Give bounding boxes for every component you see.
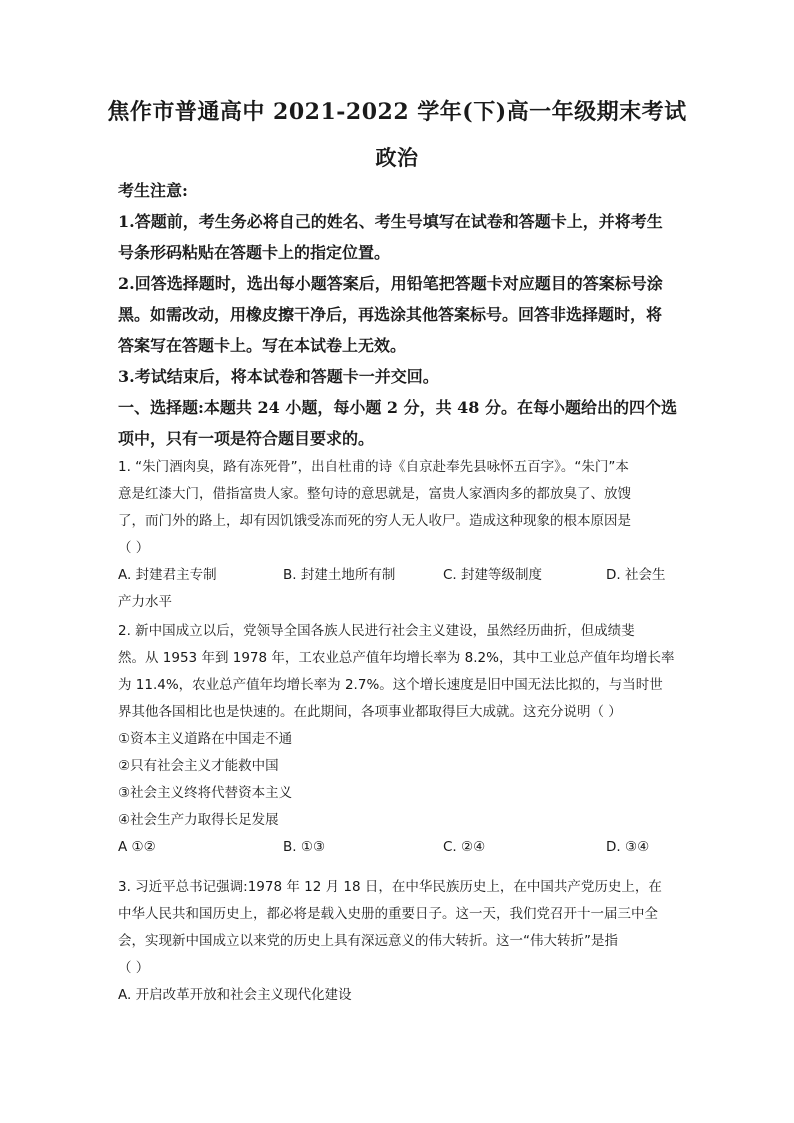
question-1 xyxy=(118,454,678,616)
section-heading-line: 项中，只有一项是符合题目要求的。 xyxy=(118,429,375,448)
question-text-line: 界其他各国相比也是快速的。在此期间，各项事业都取得巨大成就。这充分说明（ ） xyxy=(118,704,622,720)
option-d: D. 社会生 xyxy=(606,567,666,583)
answer-blank: （ ） xyxy=(118,960,150,976)
question-text-line: 然。从 1953 年到 1978 年，工农业总产值年均增长率为 8.2%，其中工业总产值年均增长率 xyxy=(118,650,675,666)
question-text-line: 为 11.4%，农业总产值年均增长率为 2.7%。这个增长速度是旧中国无法比拟的，与当时世 xyxy=(118,677,663,693)
option-b: B. ①③ xyxy=(283,839,326,855)
statement-item: ①资本主义道路在中国走不通 xyxy=(118,731,293,747)
statement-item: ④社会生产力取得长足发展 xyxy=(118,812,279,828)
option-a: A ①② xyxy=(118,839,156,855)
option-a: A. 开启改革开放和社会主义现代化建设 xyxy=(118,987,352,1003)
notice-heading: 考生注意: xyxy=(118,181,188,200)
question-2 xyxy=(118,618,678,861)
option-b: B. 封建土地所有制 xyxy=(283,567,396,583)
notice-line: 黑。如需改动，用橡皮擦干净后，再选涂其他答案标号。回答非选择题时，将 xyxy=(118,305,663,324)
statement-item: ②只有社会主义才能救中国 xyxy=(118,758,279,774)
question-text-line: 了，而门外的路上，却有因饥饿受冻而死的穷人无人收尸。造成这种现象的根本原因是 xyxy=(118,513,631,529)
option-c: C. ②④ xyxy=(443,839,486,855)
question-text-line: 2. 新中国成立以后，党领导全国各族人民进行社会主义建设，虽然经历曲折，但成绩斐 xyxy=(118,623,635,639)
question-text-line: 意是红漆大门，借指富贵人家。整句诗的意思就是，富贵人家酒肉多的都放臭了、放馊 xyxy=(118,486,631,502)
question-3 xyxy=(118,874,678,1009)
question-text-line: 中华人民共和国历史上，都必将是载入史册的重要日子。这一天，我们党召开十一届三中全 xyxy=(118,906,658,922)
option-d-wrap: 产力水平 xyxy=(118,594,172,610)
question-text-line: 1. “朱门酒肉臭，路有冻死骨”，出自杜甫的诗《自京赴奉先县咏怀五百字》。“朱门”本 xyxy=(118,459,629,475)
question-options xyxy=(118,562,678,589)
question-options xyxy=(118,834,678,861)
option-c: C. 封建等级制度 xyxy=(443,567,543,583)
notice-line: 号条形码粘贴在答题卡上的指定位置。 xyxy=(118,243,391,262)
section-heading-line: 一、选择题:本题共 24 小题，每小题 2 分，共 48 分。在每小题给出的四个选 xyxy=(118,398,677,417)
option-d: D. ③④ xyxy=(606,839,650,855)
exam-subject: 政治 xyxy=(375,145,419,170)
statement-item: ③社会主义终将代替资本主义 xyxy=(118,785,293,801)
question-text-line: 3. 习近平总书记强调:1978 年 12 月 18 日，在中华民族历史上，在中国共产党历史上，在 xyxy=(118,879,662,895)
candidate-notice xyxy=(118,175,678,454)
notice-line: 3.考试结束后，将本试卷和答题卡一并交回。 xyxy=(118,367,439,386)
notice-line: 1.答题前，考生务必将自己的姓名、考生号填写在试卷和答题卡上，并将考生 xyxy=(118,212,663,231)
option-a: A. 封建君主专制 xyxy=(118,567,217,583)
notice-line: 2.回答选择题时，选出每小题答案后，用铅笔把答题卡对应题目的答案标号涂 xyxy=(118,274,663,293)
question-text-line: 会，实现新中国成立以来党的历史上具有深远意义的伟大转折。这一“伟大转折”是指 xyxy=(118,933,618,949)
exam-title: 焦作市普通高中 2021-2022 学年(下)高一年级期末考试 xyxy=(107,99,687,125)
notice-line: 答案写在答题卡上。写在本试卷上无效。 xyxy=(118,336,407,355)
answer-blank: （ ） xyxy=(118,540,150,556)
